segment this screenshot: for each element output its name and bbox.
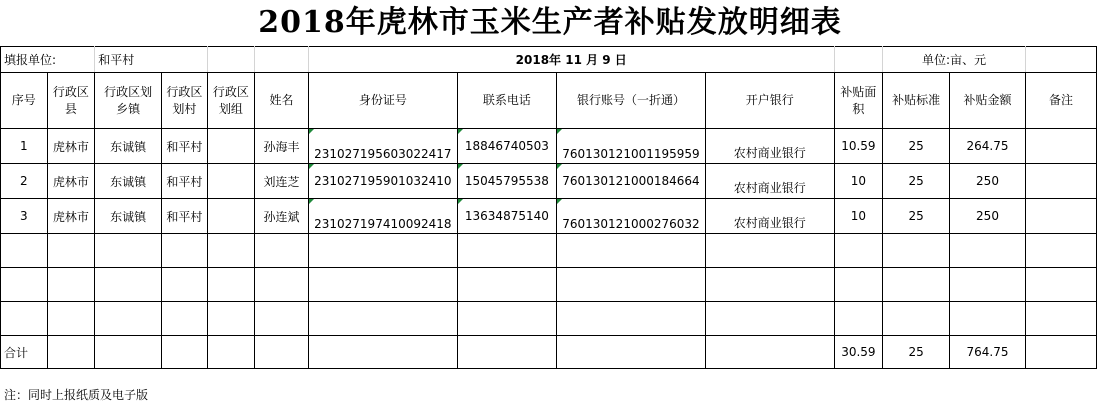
header-county: 行政区县 (47, 73, 95, 129)
empty-row (1, 234, 1097, 268)
cell-bank: 农村商业银行 (705, 129, 834, 164)
cell-name: 孙海丰 (255, 129, 309, 164)
cell-remark (1025, 199, 1096, 234)
cell-town: 东诚镇 (95, 129, 162, 164)
header-row (1, 73, 1097, 129)
subsidy-table (0, 46, 1097, 369)
header-town: 行政区划乡镇 (95, 73, 162, 129)
total-standard: 25 (883, 336, 950, 369)
cell-remark (1025, 164, 1096, 199)
cell-group (207, 129, 255, 164)
cell-no: 1 (1, 129, 48, 164)
fill-unit-label: 填报单位: (1, 47, 95, 73)
cell-remark (1025, 129, 1096, 164)
cell-standard: 25 (883, 129, 950, 164)
empty-row (1, 268, 1097, 302)
cell-group (207, 199, 255, 234)
total-amount: 764.75 (950, 336, 1026, 369)
total-row (1, 336, 1097, 369)
header-village: 行政区划村 (162, 73, 208, 129)
header-name: 姓名 (255, 73, 309, 129)
cell-county: 虎林市 (47, 199, 95, 234)
cell-amount: 250 (950, 164, 1026, 199)
header-phone: 联系电话 (457, 73, 556, 129)
cell-name: 刘连芝 (255, 164, 309, 199)
cell-phone: 13634875140 (457, 199, 556, 234)
report-date: 2018年 11 月 9 日 (308, 47, 834, 73)
cell-amount: 264.75 (950, 129, 1026, 164)
cell-town: 东诚镇 (95, 164, 162, 199)
cell-bank: 农村商业银行 (705, 164, 834, 199)
empty-row (1, 302, 1097, 336)
cell-id: 231027197410092418 (308, 199, 457, 234)
sheet-title: 2018年虎林市玉米生产者补贴发放明细表 (258, 5, 842, 40)
header-amount: 补贴金额 (950, 73, 1026, 129)
cell-town: 东诚镇 (95, 199, 162, 234)
header-bank: 开户银行 (705, 73, 834, 129)
cell-county: 虎林市 (47, 164, 95, 199)
table-row (1, 164, 1097, 199)
cell-phone: 15045795538 (457, 164, 556, 199)
cell-village: 和平村 (162, 164, 208, 199)
cell-id: 231027195603022417 (308, 129, 457, 164)
cell-standard: 25 (883, 164, 950, 199)
cell-county: 虎林市 (47, 129, 95, 164)
table-row (1, 199, 1097, 234)
total-label: 合计 (1, 336, 48, 369)
header-no: 序号 (1, 73, 48, 129)
cell-area: 10.59 (834, 129, 883, 164)
header-account: 银行账号（一折通） (557, 73, 706, 129)
header-group: 行政区划组 (207, 73, 255, 129)
header-id: 身份证号 (308, 73, 457, 129)
cell-no: 2 (1, 164, 48, 199)
unit-measure: 单位:亩、元 (883, 47, 1026, 73)
cell-village: 和平村 (162, 129, 208, 164)
cell-amount: 250 (950, 199, 1026, 234)
cell-village: 和平村 (162, 199, 208, 234)
table-row (1, 129, 1097, 164)
fill-unit-value: 和平村 (95, 47, 207, 73)
cell-area: 10 (834, 199, 883, 234)
total-area: 30.59 (834, 336, 883, 369)
cell-phone: 18846740503 (457, 129, 556, 164)
cell-account: 760130121000184664 (557, 164, 706, 199)
cell-no: 3 (1, 199, 48, 234)
cell-id: 231027195901032410 (308, 164, 457, 199)
cell-area: 10 (834, 164, 883, 199)
footnote: 注：同时上报纸质及电子版 (4, 388, 149, 402)
header-remark: 备注 (1025, 73, 1096, 129)
header-standard: 补贴标准 (883, 73, 950, 129)
cell-standard: 25 (883, 199, 950, 234)
cell-group (207, 164, 255, 199)
header-area: 补贴面积 (834, 73, 883, 129)
cell-bank: 农村商业银行 (705, 199, 834, 234)
cell-account: 760130121001195959 (557, 129, 706, 164)
cell-account: 760130121000276032 (557, 199, 706, 234)
cell-name: 孙连斌 (255, 199, 309, 234)
info-row (1, 47, 1097, 73)
